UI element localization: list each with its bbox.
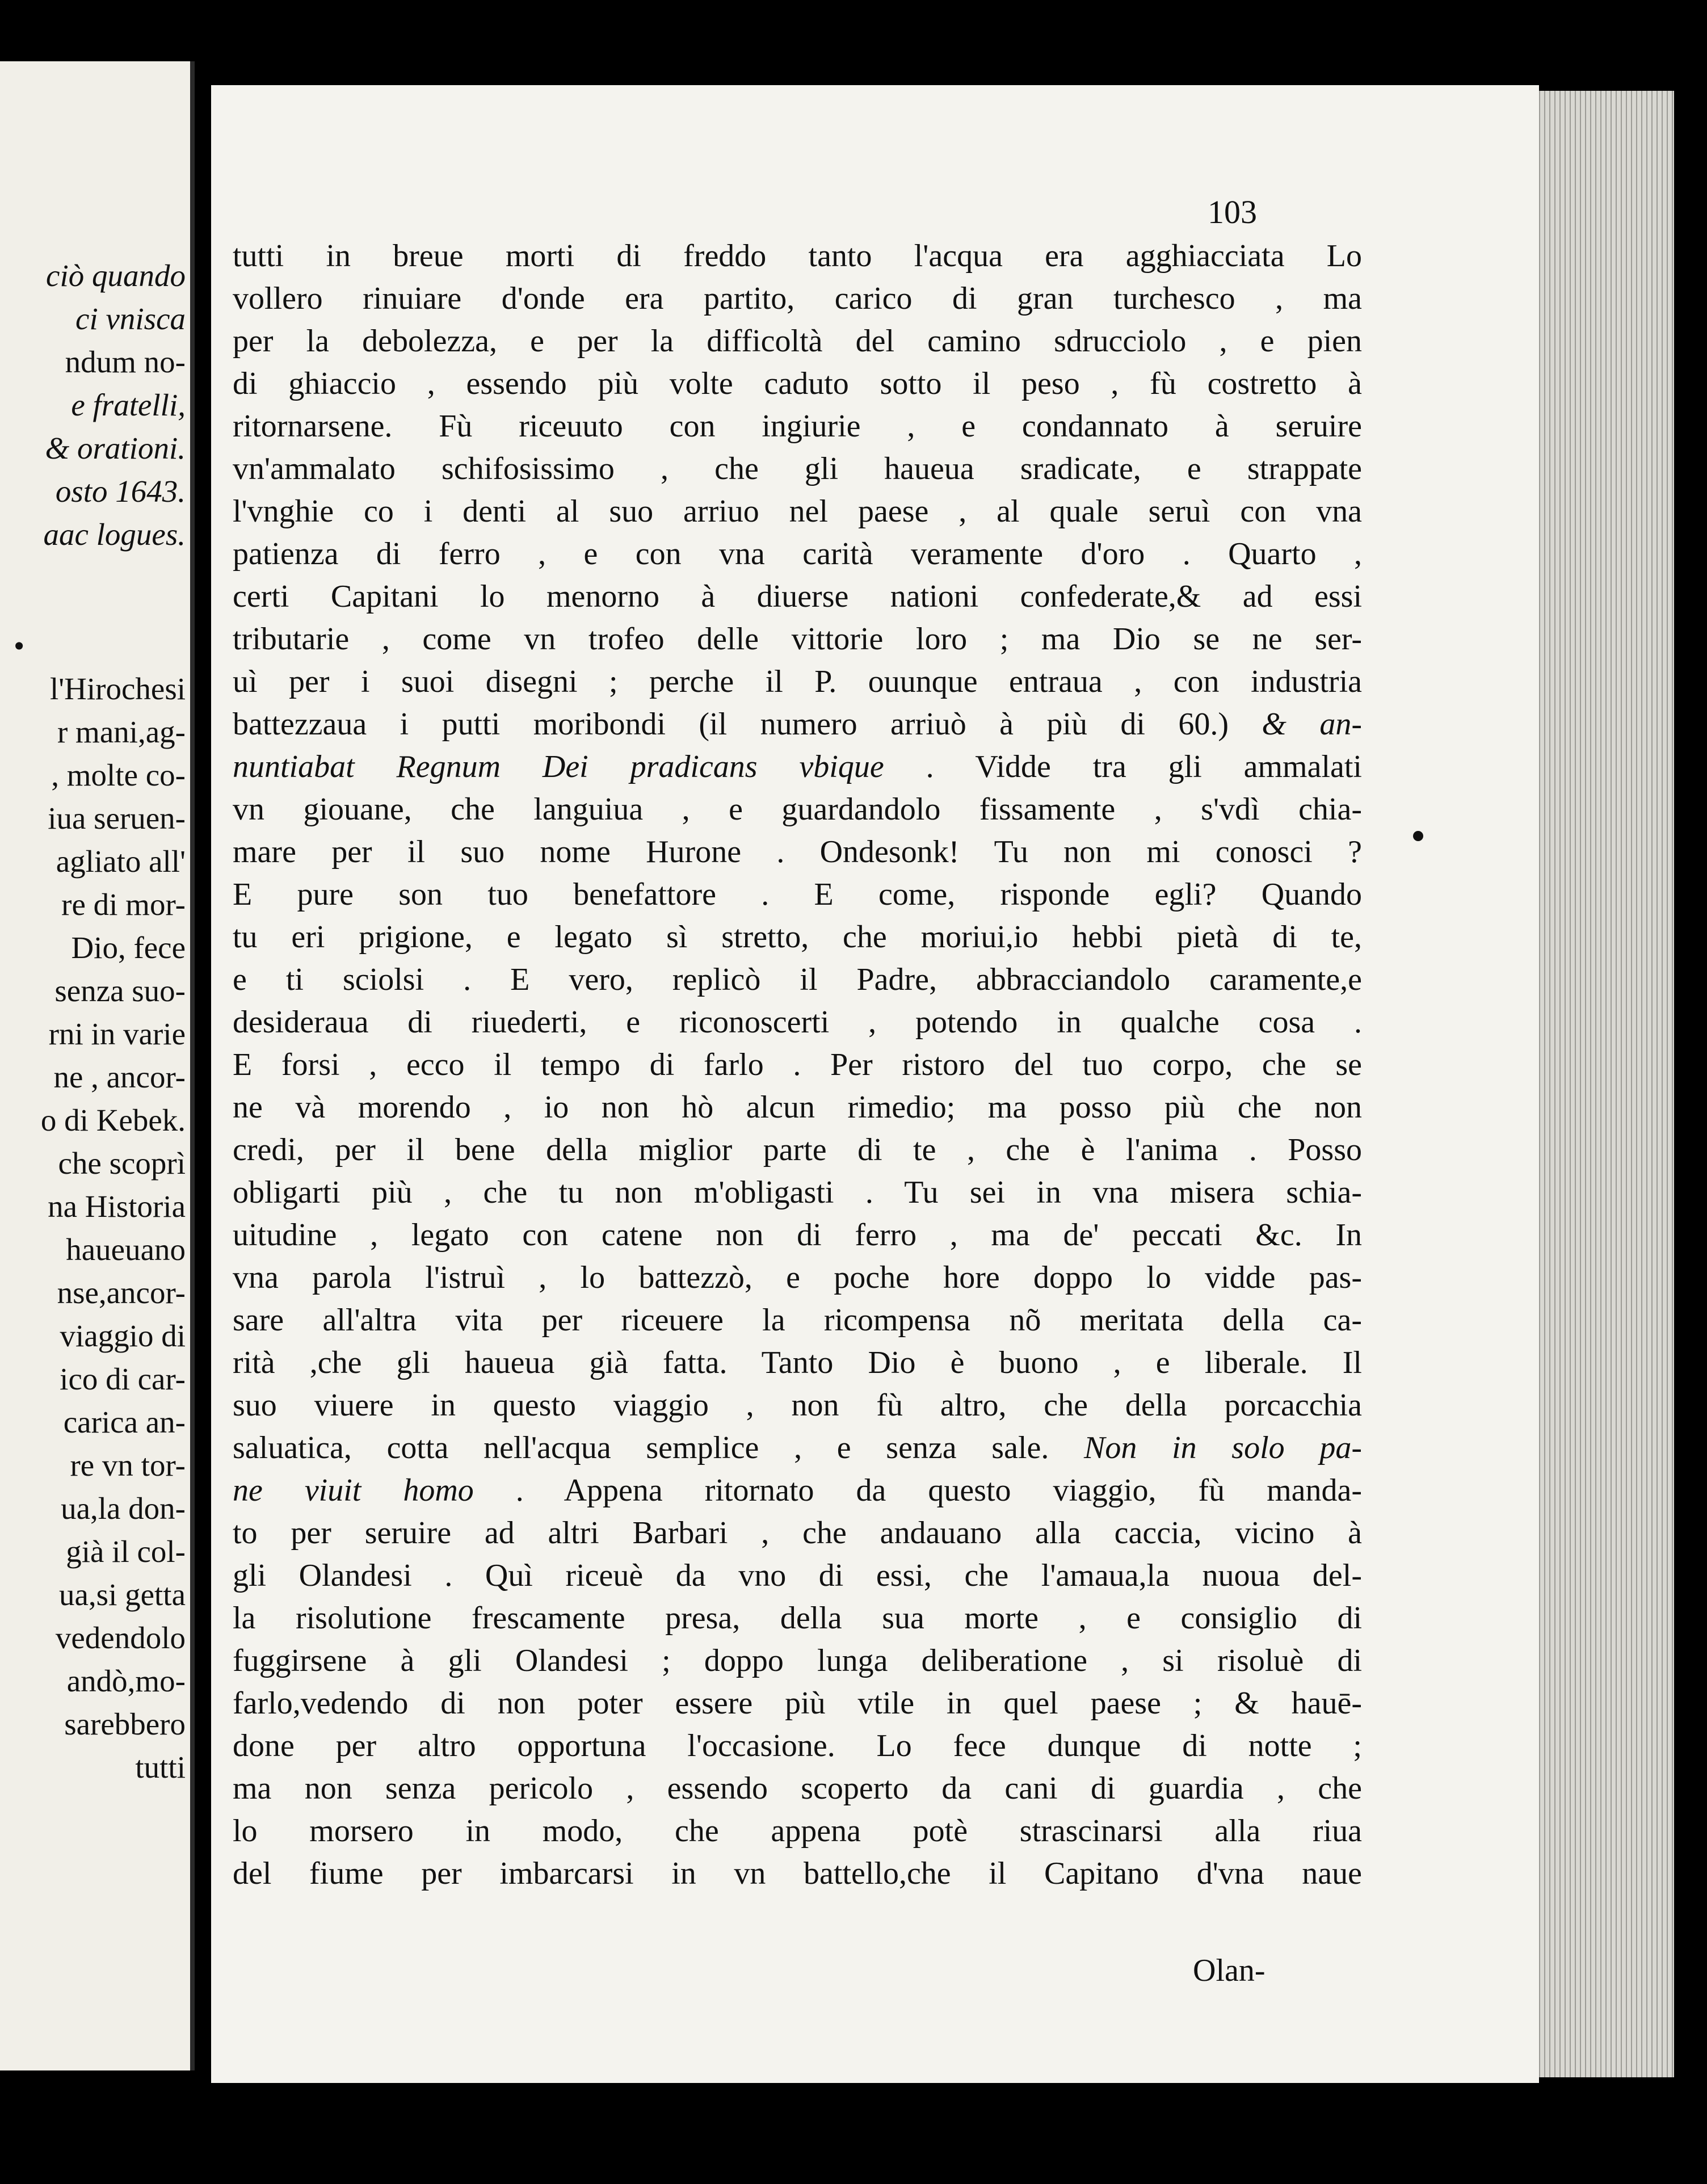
- left-page-line: e fratelli,: [71, 388, 186, 422]
- left-page-line: vedendolo: [55, 1620, 186, 1655]
- text-line: [233, 1214, 1362, 1257]
- text-segment: la risolutione frescamente presa, della sua morte , e consiglio di: [233, 1601, 1362, 1636]
- left-page-line: sarebbero: [64, 1707, 186, 1741]
- text-line: [233, 533, 1362, 576]
- text-line: [233, 1342, 1362, 1384]
- left-page-line: aac logues.: [43, 517, 186, 552]
- left-page-line: , molte co-: [51, 758, 186, 792]
- left-page: [0, 61, 195, 2070]
- left-page-line: haueuano: [66, 1232, 186, 1267]
- text-line: [233, 703, 1362, 746]
- left-page-line: iua seruen-: [48, 801, 186, 835]
- text-line: [233, 1469, 1362, 1512]
- text-line: [233, 746, 1362, 788]
- text-segment: battezzaua i putti moribondi (il numero arriuò à più di 60.): [233, 707, 1262, 742]
- text-segment: farlo,vedendo di non poter essere più vtile in quel paese ; & hauē-: [233, 1686, 1362, 1721]
- text-line: [233, 1767, 1362, 1810]
- text-segment: credi, per il bene della miglior parte di te , che è l'anima . Posso: [233, 1132, 1362, 1167]
- left-page-line: che scoprì: [58, 1146, 186, 1181]
- page-edges: [1535, 91, 1674, 2077]
- text-line: [233, 1597, 1362, 1640]
- text-line: [233, 1427, 1362, 1469]
- text-segment: del fiume per imbarcarsi in vn battello,che il Capitano d'vna naue: [233, 1856, 1362, 1891]
- left-page-text: [0, 254, 186, 1789]
- text-line: [233, 1257, 1362, 1299]
- left-page-line: ua,la don-: [61, 1491, 186, 1526]
- text-line: [233, 959, 1362, 1001]
- left-page-line: tutti: [135, 1750, 186, 1784]
- left-page-line: osto 1643.: [55, 474, 186, 509]
- text-line: [233, 1555, 1362, 1597]
- text-line: [233, 916, 1362, 959]
- text-segment: mare per il suo nome Hurone . Ondesonk! Tu non mi conosci ?: [233, 834, 1362, 870]
- left-page-line: ci vnisca: [75, 301, 186, 336]
- ink-speck: [1413, 831, 1423, 841]
- text-segment: tutti in breue morti di freddo tanto l'acqua era agghiacciata Lo: [233, 238, 1362, 274]
- left-page-line: •: [14, 628, 25, 663]
- text-segment: fuggirsene à gli Olandesi ; doppo lunga deliberatione , si risoluè di: [233, 1643, 1362, 1678]
- text-segment: di ghiaccio , essendo più volte caduto sotto il peso , fù costretto à: [233, 366, 1362, 401]
- left-page-line: agliato all': [56, 844, 186, 879]
- left-page-line: carica an-: [63, 1405, 186, 1439]
- text-segment: . Vidde tra gli ammalati: [884, 749, 1362, 784]
- text-segment: vollero rinuiare d'onde era partito, carico di gran turchesco , ma: [233, 281, 1362, 316]
- text-line: [233, 448, 1362, 490]
- text-segment: obligarti più , che tu non m'obligasti . Tu sei in vna misera schia-: [233, 1175, 1362, 1210]
- text-line: [233, 1171, 1362, 1214]
- text-segment: tu eri prigione, e legato sì stretto, che moriui,io hebbi pietà di te,: [233, 919, 1362, 955]
- text-line: [233, 618, 1362, 661]
- body-text: [233, 235, 1362, 1895]
- left-page-line: ciò quando: [46, 258, 186, 293]
- text-segment: E pure son tuo benefattore . E come, risponde egli? Quando: [233, 877, 1362, 912]
- text-line: [233, 661, 1362, 703]
- text-segment: suo viuere in questo viaggio , non fù altro, che della porcacchia: [233, 1388, 1362, 1423]
- italic-segment: & an-: [1262, 707, 1362, 742]
- right-page: [211, 85, 1539, 2083]
- text-line: [233, 278, 1362, 320]
- text-segment: gli Olandesi . Quì riceuè da vno di essi, che l'amaua,la nuoua del-: [233, 1558, 1362, 1593]
- text-line: [233, 1810, 1362, 1853]
- left-page-line: senza suo-: [54, 973, 186, 1008]
- left-page-line: l'Hirochesi: [49, 671, 186, 706]
- text-segment: vn'ammalato schifosissimo , che gli haueua sradicate, e strappate: [233, 451, 1362, 486]
- left-page-line: viaggio di: [60, 1318, 186, 1353]
- text-segment: ma non senza pericolo , essendo scoperto da cani di guardia , che: [233, 1771, 1362, 1806]
- text-segment: saluatica, cotta nell'acqua semplice , e senza sale.: [233, 1430, 1084, 1465]
- catchword: Olan-: [1193, 1953, 1265, 1988]
- left-page-line: già il col-: [66, 1534, 186, 1569]
- text-segment: l'vnghie co i denti al suo arriuo nel paese , al quale seruì con vna: [233, 494, 1362, 529]
- text-line: [233, 1299, 1362, 1342]
- text-line: [233, 235, 1362, 278]
- text-line: [233, 873, 1362, 916]
- text-segment: desideraua di riuederti, e riconoscerti , potendo in qualche cosa .: [233, 1005, 1362, 1040]
- text-line: [233, 1853, 1362, 1895]
- text-line: [233, 405, 1362, 448]
- text-segment: tributarie , come vn trofeo delle vittorie loro ; ma Dio se ne ser-: [233, 621, 1362, 657]
- text-line: [233, 1384, 1362, 1427]
- text-segment: uitudine , legato con catene non di ferro , ma de' peccati &c. In: [233, 1217, 1362, 1253]
- text-segment: . Appena ritornato da questo viaggio, fù manda-: [473, 1473, 1362, 1508]
- left-page-line: ndum no-: [65, 345, 186, 379]
- text-line: [233, 1086, 1362, 1129]
- left-page-line: re di mor-: [61, 887, 186, 922]
- text-segment: lo morsero in modo, che appena potè strascinarsi alla riua: [233, 1813, 1362, 1849]
- italic-segment: nuntiabat Regnum Dei pradicans vbique: [233, 749, 884, 784]
- left-page-line: ico di car-: [60, 1362, 186, 1396]
- text-line: [233, 363, 1362, 405]
- text-line: [233, 1512, 1362, 1555]
- text-line: [233, 1725, 1362, 1767]
- text-segment: E forsi , ecco il tempo di farlo . Per ristoro del tuo corpo, che se: [233, 1047, 1362, 1082]
- text-line: [233, 788, 1362, 831]
- left-page-line: r mani,ag-: [57, 715, 186, 749]
- text-segment: certi Capitani lo menorno à diuerse nationi confederate,& ad essi: [233, 579, 1362, 614]
- left-page-line: & orationi.: [45, 431, 186, 465]
- text-segment: patienza di ferro , e con vna carità veramente d'oro . Quarto ,: [233, 536, 1362, 572]
- left-page-line: [0, 590, 186, 624]
- left-page-line: [0, 556, 186, 590]
- text-line: [233, 320, 1362, 363]
- text-line: [233, 1682, 1362, 1725]
- left-page-line: ne , ancor-: [53, 1060, 186, 1094]
- text-line: [233, 1129, 1362, 1171]
- text-segment: uì per i suoi disegni ; perche il P. ouunque entraua , con industria: [233, 664, 1362, 699]
- text-segment: per la debolezza, e per la difficoltà del camino sdrucciolo , e pien: [233, 324, 1362, 359]
- text-segment: vn giouane, che languiua , e guardandolo fissamente , s'vdì chia-: [233, 792, 1362, 827]
- text-segment: done per altro opportuna l'occasione. Lo fece dunque di notte ;: [233, 1728, 1362, 1763]
- page-number: 103: [1208, 194, 1257, 230]
- text-line: [233, 1001, 1362, 1044]
- left-page-line: o di Kebek.: [40, 1103, 186, 1137]
- italic-segment: Non in solo pa-: [1084, 1430, 1362, 1465]
- text-segment: ne và morendo , io non hò alcun rimedio; ma posso più che non: [233, 1090, 1362, 1125]
- left-page-line: nse,ancor-: [57, 1275, 186, 1310]
- text-segment: e ti sciolsi . E vero, replicò il Padre, abbracciandolo caramente,e: [233, 962, 1362, 997]
- text-line: [233, 831, 1362, 873]
- left-page-line: na Historia: [48, 1189, 186, 1224]
- left-page-line: andò,mo-: [66, 1664, 186, 1698]
- text-segment: rità ,che gli haueua già fatta. Tanto Dio è buono , e liberale. Il: [233, 1345, 1362, 1380]
- left-page-line: ua,si getta: [59, 1577, 186, 1612]
- left-page-line: Dio, fece: [71, 930, 186, 965]
- text-line: [233, 1044, 1362, 1086]
- italic-segment: ne viuit homo: [233, 1473, 474, 1508]
- text-line: [233, 1640, 1362, 1682]
- text-segment: vna parola l'istruì , lo battezzò, e poche hore doppo lo vidde pas-: [233, 1260, 1362, 1295]
- text-segment: sare all'altra vita per riceuere la ricompensa nõ meritata della ca-: [233, 1303, 1362, 1338]
- text-line: [233, 576, 1362, 618]
- left-page-line: rni in varie: [48, 1017, 186, 1051]
- left-page-line: re vn tor-: [70, 1448, 186, 1482]
- text-segment: ritornarsene. Fù riceuuto con ingiurie , e condannato à seruire: [233, 409, 1362, 444]
- text-segment: to per seruire ad altri Barbari , che andauano alla caccia, vicino à: [233, 1515, 1362, 1551]
- text-line: [233, 490, 1362, 533]
